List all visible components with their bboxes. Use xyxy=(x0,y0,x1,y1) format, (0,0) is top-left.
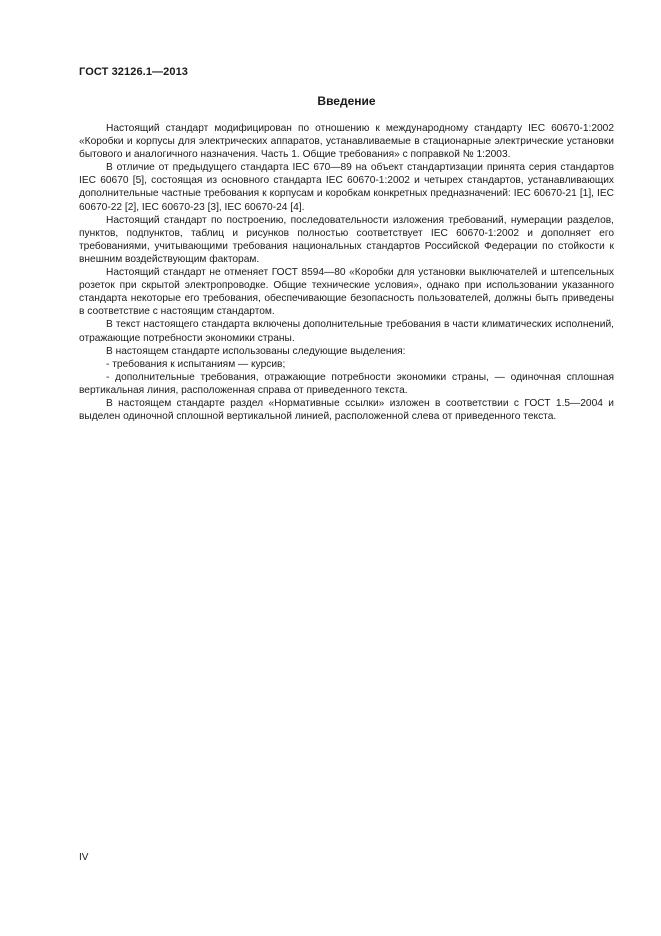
paragraph: Настоящий стандарт не отменяет ГОСТ 8594—80 «Коробки для установки выключателей и штепсельных розеток при скрытой электропроводке. Общие технические условия», однако при использовании указанного стандарта некоторые его требования, обеспечивающие безопасность пользователей, должны быть приведены в соответствие с настоящим стандартом. xyxy=(79,267,614,318)
page-number: IV xyxy=(79,852,89,863)
paragraph: В настоящем стандарте раздел «Нормативные ссылки» изложен в соответствии с ГОСТ 1.5—2004 и выделен одиночной сплошной вертикальной линией, расположенной слева от приведенного текста. xyxy=(79,397,614,423)
list-item: - дополнительные требования, отражающие потребности экономики страны, — одиночная сплошная вертикальная линия, расположенная справа от приведенного текста. xyxy=(79,371,614,396)
paragraph: В отличие от предыдущего стандарта IEC 670—89 на объект стандартизации принята серия стандартов IEC 60670 [5], состоящая из основного стандарта IEC 60670-1:2002 и четырех стандартов, устанавливающих дополнительные частные требования к корпусам и коробкам конкретных предназначений: IEC 60670-21 [1], IEC 60670-22 [2], IEC 60670-23 [3], IEC 60670-24 [4]. xyxy=(79,162,614,213)
list-item: - требования к испытаниям — курсив; xyxy=(106,358,286,370)
document-header: ГОСТ 32126.1—2013 xyxy=(79,66,189,78)
paragraph: В настоящем стандарте использованы следующие выделения: xyxy=(106,345,406,357)
body-text xyxy=(79,122,614,423)
paragraph: Настоящий стандарт по построению, последовательности изложения требований, нумерации разделов, пунктов, подпунктов, таблиц и рисунков полностью соответствует IEC 60670-1:2002 и дополняет его требованиями, учитывающими требования национальных стандартов Российской Федерации по стойкости к внешним воздействующим факторам. xyxy=(79,214,614,265)
section-title: Введение xyxy=(317,94,376,108)
paragraph: Настоящий стандарт модифицирован по отношению к международному стандарту IEC 60670-1:2002 «Коробки и корпусы для электрических аппаратов, устанавливаемые в стационарные электрические установки бытового и аналогичного назначения. Часть 1. Общие требования» с поправкой № 1:2003. xyxy=(79,123,614,161)
paragraph: В текст настоящего стандарта включены дополнительные требования в части климатических исполнений, отражающие потребности экономики страны. xyxy=(79,319,614,344)
